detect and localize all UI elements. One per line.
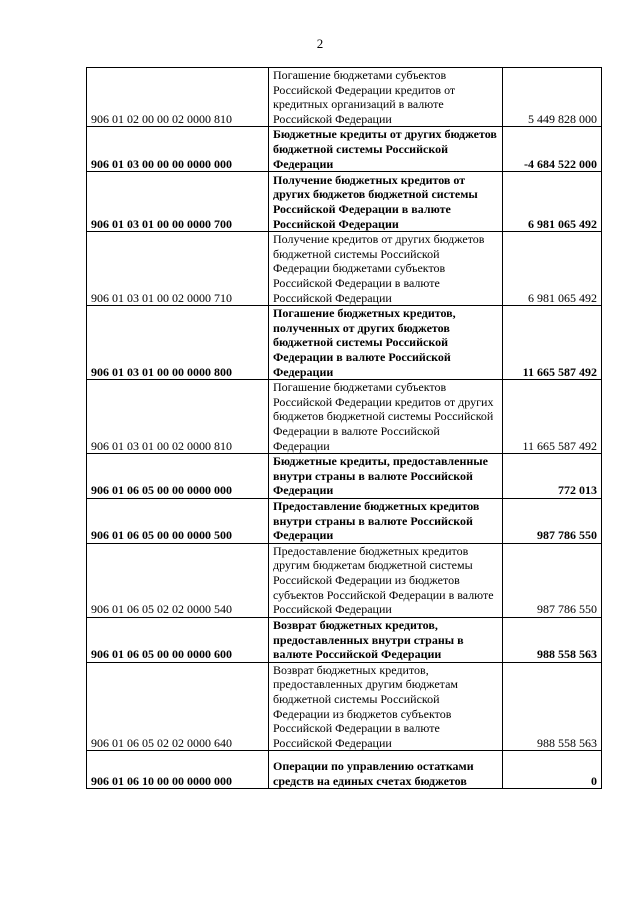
row-description: Возврат бюджетных кредитов, предоставленных внутри страны в валюте Российской Федерации	[269, 617, 503, 662]
budget-code: 906 01 06 10 00 00 0000 000	[87, 751, 269, 789]
row-amount: 988 558 563	[503, 617, 602, 662]
row-description: Погашение бюджетами субъектов Российской Федерации кредитов от кредитных организаций в валюте Российской Федерации	[269, 68, 503, 127]
row-description: Бюджетные кредиты, предоставленные внутри страны в валюте Российской Федерации	[269, 454, 503, 499]
table-row	[87, 617, 602, 662]
budget-code: 906 01 03 01 00 00 0000 800	[87, 306, 269, 380]
budget-code: 906 01 03 01 00 00 0000 700	[87, 172, 269, 232]
table-row	[87, 380, 602, 454]
row-description: Получение бюджетных кредитов от других бюджетов бюджетной системы Российской Федерации в валюте Российской Федерации	[269, 172, 503, 232]
table-row	[87, 454, 602, 499]
table-row	[87, 498, 602, 543]
row-amount: 987 786 550	[503, 543, 602, 617]
row-amount: 772 013	[503, 454, 602, 499]
table-row	[87, 751, 602, 789]
budget-code: 906 01 03 00 00 00 0000 000	[87, 127, 269, 172]
table-row	[87, 172, 602, 232]
row-amount: 6 981 065 492	[503, 232, 602, 306]
budget-sources-table	[86, 67, 602, 789]
budget-code: 906 01 06 05 00 00 0000 500	[87, 498, 269, 543]
table-row	[87, 232, 602, 306]
row-amount: -4 684 522 000	[503, 127, 602, 172]
row-amount: 0	[503, 751, 602, 789]
budget-code: 906 01 06 05 02 02 0000 640	[87, 662, 269, 751]
table-row	[87, 306, 602, 380]
budget-code: 906 01 03 01 00 02 0000 710	[87, 232, 269, 306]
table-row	[87, 68, 602, 127]
budget-code: 906 01 06 05 02 02 0000 540	[87, 543, 269, 617]
row-description: Бюджетные кредиты от других бюджетов бюджетной системы Российской Федерации	[269, 127, 503, 172]
table-row	[87, 662, 602, 751]
row-amount: 988 558 563	[503, 662, 602, 751]
table-row	[87, 543, 602, 617]
row-amount: 5 449 828 000	[503, 68, 602, 127]
row-description: Возврат бюджетных кредитов, предоставленных другим бюджетам бюджетной системы Российской Федерации из бюджетов субъектов Российской Федерации в валюте Российской Федерации	[269, 662, 503, 751]
row-description: Погашение бюджетами субъектов Российской Федерации кредитов от других бюджетов бюджетной системы Российской Федерации в валюте Российской Федерации	[269, 380, 503, 454]
page-number: 2	[316, 36, 324, 51]
budget-code: 906 01 06 05 00 00 0000 000	[87, 454, 269, 499]
row-description: Получение кредитов от других бюджетов бюджетной системы Российской Федерации бюджетами субъектов Российской Федерации в валюте Российской Федерации	[269, 232, 503, 306]
row-description: Операции по управлению остатками средств на единых счетах бюджетов	[269, 751, 503, 789]
table-body	[87, 68, 602, 789]
budget-code: 906 01 06 05 00 00 0000 600	[87, 617, 269, 662]
row-amount: 11 665 587 492	[503, 380, 602, 454]
row-description: Предоставление бюджетных кредитов другим бюджетам бюджетной системы Российской Федерации из бюджетов субъектов Российской Федерации в валюте Российской Федерации	[269, 543, 503, 617]
budget-code: 906 01 02 00 00 02 0000 810	[87, 68, 269, 127]
row-amount: 6 981 065 492	[503, 172, 602, 232]
budget-code: 906 01 03 01 00 02 0000 810	[87, 380, 269, 454]
row-description: Погашение бюджетных кредитов, полученных от других бюджетов бюджетной системы Российской Федерации в валюте Российской Федерации	[269, 306, 503, 380]
row-description: Предоставление бюджетных кредитов внутри страны в валюте Российской Федерации	[269, 498, 503, 543]
row-amount: 11 665 587 492	[503, 306, 602, 380]
row-amount: 987 786 550	[503, 498, 602, 543]
table-row	[87, 127, 602, 172]
